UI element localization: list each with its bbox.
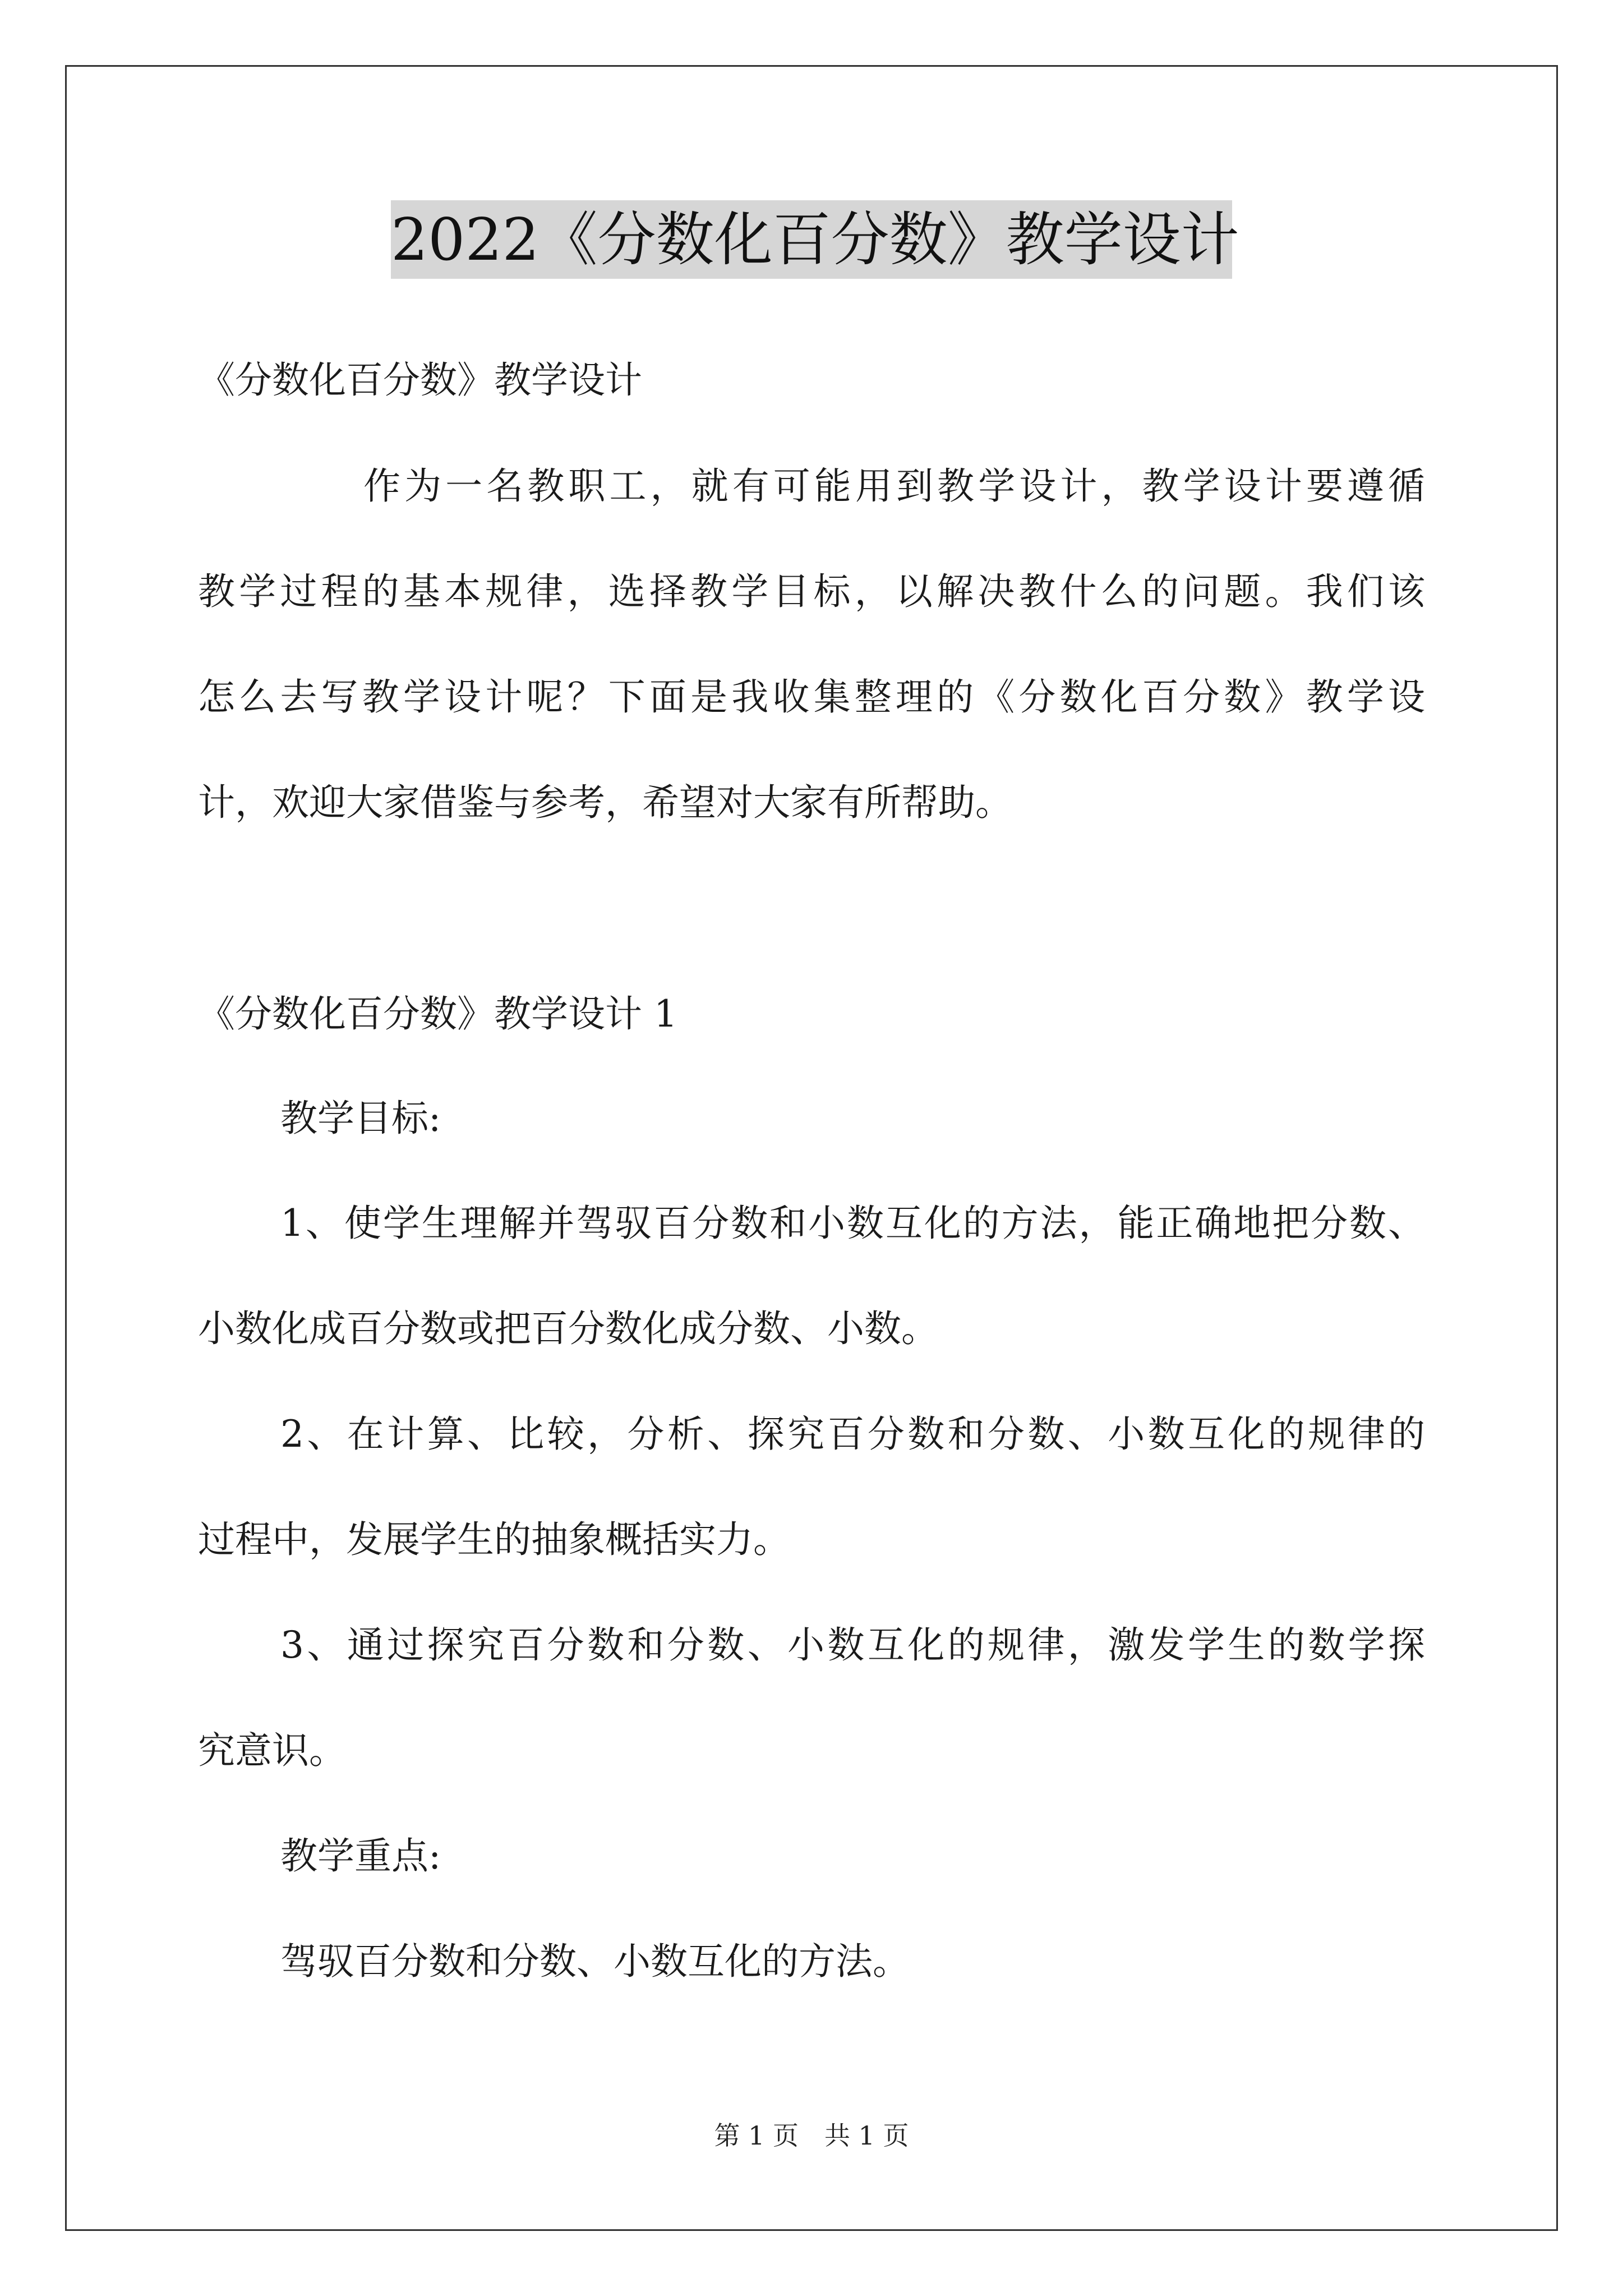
paragraph-line: 1、使学生理解并驾驭百分数和小数互化的方法，能正确地把分数、 — [280, 1202, 1425, 1245]
objectives-heading: 教学目标: — [280, 1097, 441, 1140]
paragraph-line: 作为一名教职工，就有可能用到教学设计，教学设计要遵循 — [363, 464, 1425, 508]
paragraph-line: 小数化成百分数或把百分数化成分数、小数。 — [198, 1307, 938, 1350]
paragraph-line: 2、在计算、比较，分析、探究百分数和分数、小数互化的规律的 — [280, 1412, 1425, 1456]
paragraph-line: 驾驭百分数和分数、小数互化的方法。 — [280, 1940, 910, 1983]
paragraph-line: 怎么去写教学设计呢？下面是我收集整理的《分数化百分数》教学设 — [198, 675, 1425, 719]
document-title: 2022《分数化百分数》教学设计 — [391, 200, 1232, 279]
key-points-heading: 教学重点: — [280, 1834, 441, 1878]
page-number-total: 共 1 页 — [824, 2120, 909, 2151]
paragraph-line: 教学过程的基本规律，选择教学目标，以解决教什么的问题。我们该 — [198, 570, 1425, 613]
section-heading: 《分数化百分数》教学设计 1 — [198, 992, 677, 1036]
page-footer — [0, 2119, 1623, 2152]
paragraph-line: 究意识。 — [198, 1729, 346, 1772]
paragraph-line: 计，欢迎大家借鉴与参考，希望对大家有所帮助。 — [198, 781, 1012, 824]
paragraph-line: 过程中，发展学生的抽象概括实力。 — [198, 1518, 790, 1561]
subtitle-line: 《分数化百分数》教学设计 — [198, 358, 642, 402]
paragraph-line: 3、通过探究百分数和分数、小数互化的规律，激发学生的数学探 — [280, 1623, 1425, 1667]
page-number-current: 第 1 页 — [714, 2120, 799, 2151]
